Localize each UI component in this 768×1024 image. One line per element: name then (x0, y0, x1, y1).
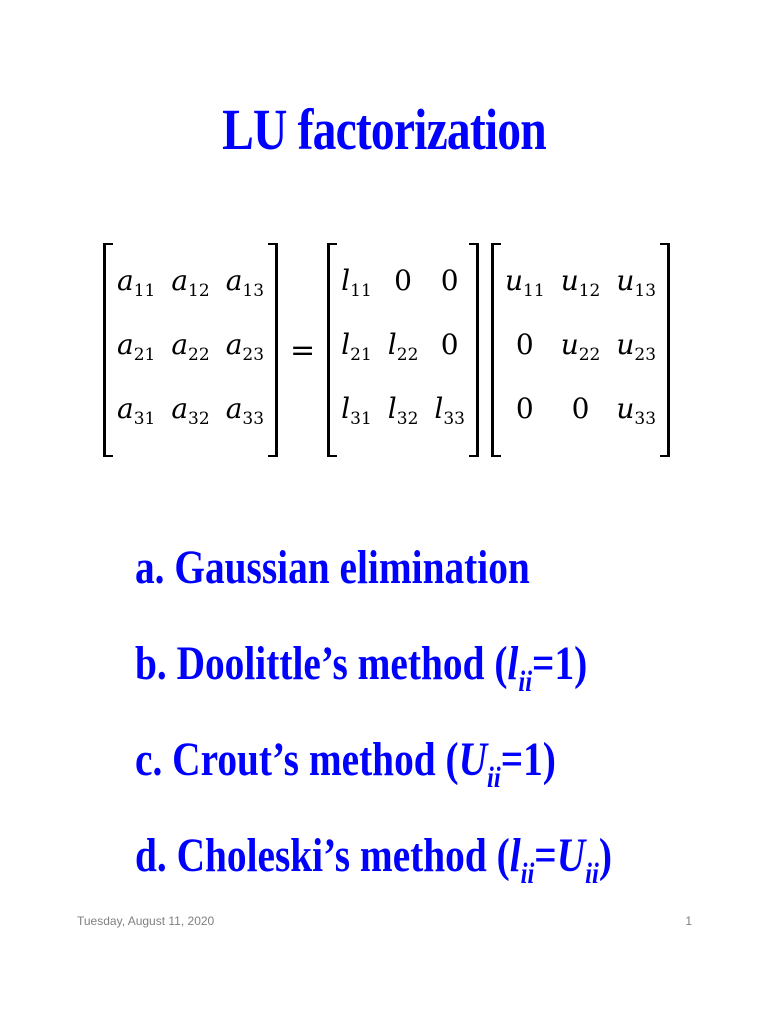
cell-subscript: 21 (133, 345, 156, 365)
cell-symbol: u (560, 264, 579, 297)
cell-symbol: l (387, 392, 397, 425)
cell-symbol: a (225, 264, 243, 297)
method-list (135, 528, 735, 912)
method-label: b. Doolittle’s method ( (135, 637, 508, 690)
cell-symbol: a (225, 392, 243, 425)
cell-subscript: 22 (578, 345, 601, 365)
cell-symbol: 0 (440, 328, 459, 361)
equals-sign: = (290, 332, 316, 368)
matrix-l-cell (434, 257, 465, 315)
matrix-a-cell (171, 257, 209, 315)
method-condition-part: =1) (532, 637, 588, 690)
cell-subscript: 32 (396, 409, 419, 429)
matrix-a (103, 243, 278, 457)
matrix-u-cell (505, 385, 545, 443)
cell-symbol: a (117, 392, 134, 425)
cell-symbol: 0 (515, 328, 534, 361)
matrix-l-cell (341, 257, 372, 315)
cell-subscript: 33 (443, 409, 465, 429)
method-condition-part: ii (487, 761, 501, 794)
matrix-u-cell (616, 321, 656, 379)
cell-symbol: u (560, 328, 579, 361)
slide-title: LU factorization (222, 97, 546, 162)
cell-subscript: 22 (396, 345, 419, 365)
matrix-l-cell (388, 385, 419, 443)
cell-subscript: 23 (634, 345, 657, 365)
cell-symbol: a (171, 392, 189, 425)
matrix-a-cell (117, 257, 155, 315)
method-item (135, 624, 627, 720)
cell-symbol: u (616, 392, 635, 425)
cell-subscript: 11 (523, 281, 545, 301)
matrix-a-cell (226, 257, 264, 315)
cell-subscript: 32 (188, 409, 210, 429)
matrix-u-grid (497, 243, 664, 457)
matrix-u-cell (616, 385, 656, 443)
method-item (135, 528, 627, 624)
cell-subscript: 23 (242, 345, 265, 365)
cell-symbol: l (387, 328, 397, 361)
cell-symbol: l (434, 392, 444, 425)
method-label: d. Choleski’s method ( (135, 829, 510, 882)
method-condition-part: ) (598, 829, 612, 882)
matrix-l-grid (333, 243, 473, 457)
footer-date: Tuesday, August 11, 2020 (77, 914, 215, 928)
cell-subscript: 33 (634, 409, 657, 429)
matrix-a-cell (226, 321, 264, 379)
matrix-l-cell (434, 321, 465, 379)
method-item (135, 816, 627, 912)
matrix-l-cell (388, 321, 419, 379)
cell-symbol: l (341, 328, 351, 361)
matrix-a-cell (226, 385, 264, 443)
method-condition-part: = (534, 829, 557, 882)
cell-subscript: 13 (634, 281, 657, 301)
cell-subscript: 13 (242, 281, 265, 301)
cell-symbol: a (171, 328, 189, 361)
cell-subscript: 21 (350, 345, 372, 365)
matrix-l-cell (341, 385, 372, 443)
method-item (135, 720, 627, 816)
cell-symbol: a (225, 328, 243, 361)
matrix-a-cell (171, 385, 209, 443)
cell-symbol: 0 (394, 264, 412, 297)
lu-equation (103, 255, 673, 445)
cell-symbol: u (616, 264, 635, 297)
cell-symbol: 0 (440, 264, 459, 297)
matrix-u-cell (505, 321, 545, 379)
cell-symbol: u (616, 328, 635, 361)
cell-subscript: 31 (133, 409, 156, 429)
cell-symbol: a (171, 264, 189, 297)
method-condition-part: U (556, 829, 586, 882)
matrix-l-cell (341, 321, 372, 379)
cell-symbol: 0 (515, 392, 534, 425)
cell-symbol: 0 (571, 392, 590, 425)
cell-subscript: 11 (133, 281, 156, 301)
cell-subscript: 33 (242, 409, 265, 429)
method-condition-part: ii (520, 857, 535, 890)
cell-symbol: l (341, 392, 351, 425)
matrix-u-cell (505, 257, 545, 315)
matrix-u (491, 243, 670, 457)
cell-symbol: u (505, 264, 524, 297)
page-number: 1 (685, 914, 692, 928)
matrix-a-cell (171, 321, 209, 379)
matrix-l-cell (434, 385, 465, 443)
method-condition-part: U (458, 733, 488, 786)
matrix-u-cell (616, 257, 656, 315)
cell-subscript: 11 (350, 281, 372, 301)
cell-subscript: 22 (188, 345, 210, 365)
matrix-a-cell (117, 385, 155, 443)
cell-symbol: a (117, 264, 134, 297)
cell-symbol: a (117, 328, 134, 361)
matrix-l-cell (388, 257, 419, 315)
matrix-u-cell (561, 257, 601, 315)
method-condition-part: =1) (500, 733, 556, 786)
method-condition-part: ii (518, 665, 533, 698)
method-label: a. Gaussian elimination (135, 541, 530, 594)
matrix-u-cell (561, 321, 601, 379)
matrix-a-grid (109, 243, 272, 457)
cell-subscript: 12 (578, 281, 601, 301)
method-condition-part: l (509, 829, 521, 882)
matrix-a-cell (117, 321, 155, 379)
matrix-u-cell (561, 385, 601, 443)
cell-subscript: 12 (188, 281, 210, 301)
method-condition-part: ii (585, 857, 599, 890)
method-condition-part: l (507, 637, 519, 690)
matrix-l (327, 243, 479, 457)
cell-symbol: l (341, 264, 351, 297)
cell-subscript: 31 (350, 409, 372, 429)
method-label: c. Crout’s method ( (135, 733, 459, 786)
